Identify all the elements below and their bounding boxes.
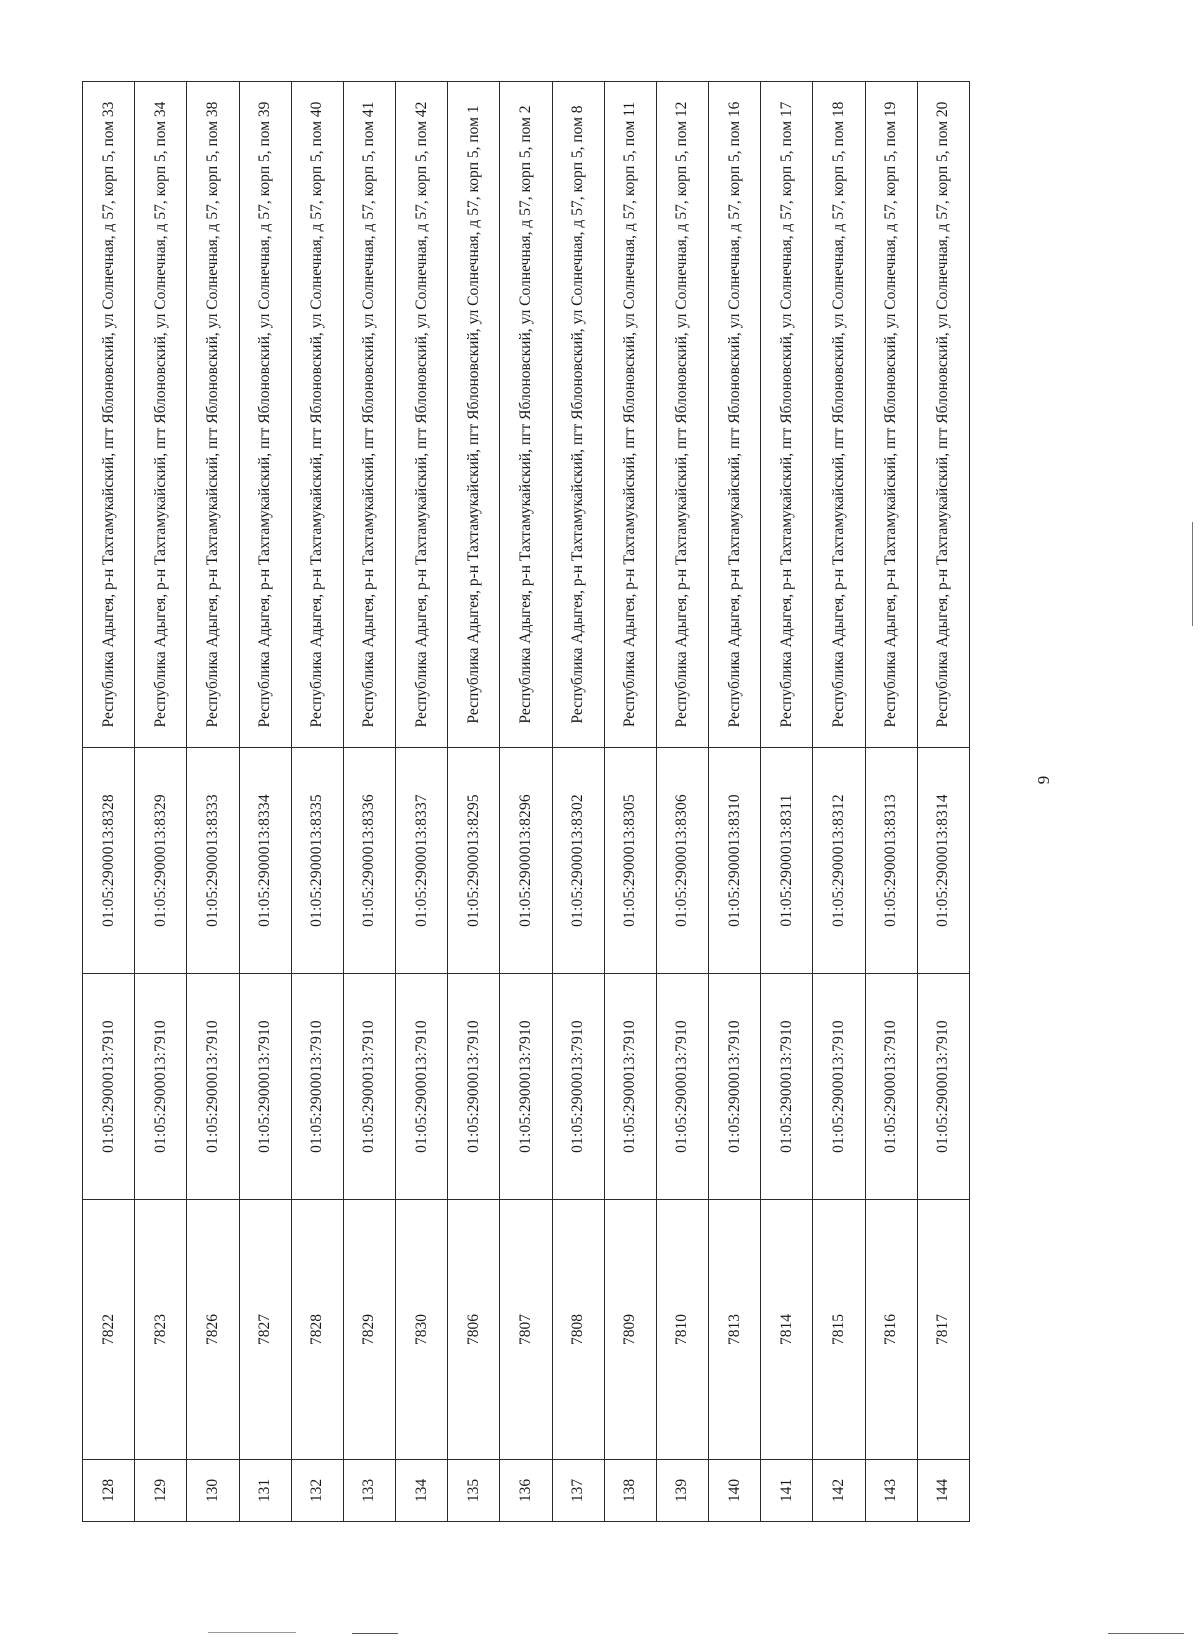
address-cell: Республика Адыгея, р-н Тахтамукайский, пгт Яблоновский, ул Солнечная, д 57, корп 5, пом 8 xyxy=(552,82,604,748)
table-row xyxy=(500,82,552,1522)
address-cell: Республика Адыгея, р-н Тахтамукайский, пгт Яблоновский, ул Солнечная, д 57, корп 5, пом 16 xyxy=(709,82,761,748)
address-cell: Республика Адыгея, р-н Тахтамукайский, пгт Яблоновский, ул Солнечная, д 57, корп 5, пом 18 xyxy=(813,82,865,748)
parent-cadastral-cell: 01:05:2900013:7910 xyxy=(813,974,865,1200)
cadastral-number-cell: 01:05:2900013:8329 xyxy=(135,748,187,974)
object-id-cell: 7817 xyxy=(917,1200,969,1460)
row-number-cell: 130 xyxy=(187,1460,239,1522)
table-row xyxy=(813,82,865,1522)
address-cell: Республика Адыгея, р-н Тахтамукайский, пгт Яблоновский, ул Солнечная, д 57, корп 5, пом 17 xyxy=(761,82,813,748)
address-cell: Республика Адыгея, р-н Тахтамукайский, пгт Яблоновский, ул Солнечная, д 57, корп 5, пом 40 xyxy=(291,82,343,748)
object-id-cell: 7809 xyxy=(604,1200,656,1460)
cadastral-number-cell: 01:05:2900013:8310 xyxy=(709,748,761,974)
address-cell: Республика Адыгея, р-н Тахтамукайский, пгт Яблоновский, ул Солнечная, д 57, корп 5, пом 1 xyxy=(448,82,500,748)
row-number-cell: 139 xyxy=(656,1460,708,1522)
rotated-page-content xyxy=(82,82,970,1522)
address-cell: Республика Адыгея, р-н Тахтамукайский, пгт Яблоновский, ул Солнечная, д 57, корп 5, пом 34 xyxy=(135,82,187,748)
row-number-cell: 131 xyxy=(239,1460,291,1522)
cadastral-number-cell: 01:05:2900013:8311 xyxy=(761,748,813,974)
cadastral-number-cell: 01:05:2900013:8312 xyxy=(813,748,865,974)
parent-cadastral-cell: 01:05:2900013:7910 xyxy=(552,974,604,1200)
row-number-cell: 137 xyxy=(552,1460,604,1522)
row-number-cell: 138 xyxy=(604,1460,656,1522)
address-cell: Республика Адыгея, р-н Тахтамукайский, пгт Яблоновский, ул Солнечная, д 57, корп 5, пом 41 xyxy=(343,82,395,748)
scan-mark xyxy=(208,1632,296,1633)
object-id-cell: 7807 xyxy=(500,1200,552,1460)
row-number-cell: 133 xyxy=(343,1460,395,1522)
address-cell: Республика Адыгея, р-н Тахтамукайский, пгт Яблоновский, ул Солнечная, д 57, корп 5, пом 38 xyxy=(187,82,239,748)
row-number-cell: 143 xyxy=(865,1460,917,1522)
row-number-cell: 141 xyxy=(761,1460,813,1522)
table-row xyxy=(448,82,500,1522)
table-row xyxy=(187,82,239,1522)
table-row xyxy=(83,82,135,1522)
table-row xyxy=(709,82,761,1522)
table-row xyxy=(761,82,813,1522)
object-id-cell: 7810 xyxy=(656,1200,708,1460)
cadastral-number-cell: 01:05:2900013:8334 xyxy=(239,748,291,974)
cadastral-number-cell: 01:05:2900013:8313 xyxy=(865,748,917,974)
object-id-cell: 7806 xyxy=(448,1200,500,1460)
table-row xyxy=(865,82,917,1522)
table-row xyxy=(135,82,187,1522)
parent-cadastral-cell: 01:05:2900013:7910 xyxy=(604,974,656,1200)
object-id-cell: 7816 xyxy=(865,1200,917,1460)
parent-cadastral-cell: 01:05:2900013:7910 xyxy=(448,974,500,1200)
cadastral-number-cell: 01:05:2900013:8336 xyxy=(343,748,395,974)
parent-cadastral-cell: 01:05:2900013:7910 xyxy=(83,974,135,1200)
address-cell: Республика Адыгея, р-н Тахтамукайский, пгт Яблоновский, ул Солнечная, д 57, корп 5, пом 33 xyxy=(83,82,135,748)
scan-mark xyxy=(1108,1633,1184,1634)
row-number-cell: 136 xyxy=(500,1460,552,1522)
address-cell: Республика Адыгея, р-н Тахтамукайский, пгт Яблоновский, ул Солнечная, д 57, корп 5, пом 20 xyxy=(917,82,969,748)
parent-cadastral-cell: 01:05:2900013:7910 xyxy=(135,974,187,1200)
cadastral-number-cell: 01:05:2900013:8314 xyxy=(917,748,969,974)
row-number-cell: 142 xyxy=(813,1460,865,1522)
cadastral-number-cell: 01:05:2900013:8306 xyxy=(656,748,708,974)
object-id-cell: 7828 xyxy=(291,1200,343,1460)
table-row xyxy=(239,82,291,1522)
parent-cadastral-cell: 01:05:2900013:7910 xyxy=(500,974,552,1200)
object-id-cell: 7827 xyxy=(239,1200,291,1460)
object-id-cell: 7813 xyxy=(709,1200,761,1460)
parent-cadastral-cell: 01:05:2900013:7910 xyxy=(865,974,917,1200)
parent-cadastral-cell: 01:05:2900013:7910 xyxy=(396,974,448,1200)
parent-cadastral-cell: 01:05:2900013:7910 xyxy=(239,974,291,1200)
row-number-cell: 129 xyxy=(135,1460,187,1522)
cadastral-number-cell: 01:05:2900013:8302 xyxy=(552,748,604,974)
row-number-cell: 132 xyxy=(291,1460,343,1522)
scan-mark xyxy=(1192,522,1193,626)
table-row xyxy=(343,82,395,1522)
page-number: 9 xyxy=(1034,775,1053,785)
cadastral-number-cell: 01:05:2900013:8337 xyxy=(396,748,448,974)
parent-cadastral-cell: 01:05:2900013:7910 xyxy=(343,974,395,1200)
address-cell: Республика Адыгея, р-н Тахтамукайский, пгт Яблоновский, ул Солнечная, д 57, корп 5, пом 12 xyxy=(656,82,708,748)
parent-cadastral-cell: 01:05:2900013:7910 xyxy=(761,974,813,1200)
table-row xyxy=(604,82,656,1522)
table-row xyxy=(656,82,708,1522)
address-cell: Республика Адыгея, р-н Тахтамукайский, пгт Яблоновский, ул Солнечная, д 57, корп 5, пом 19 xyxy=(865,82,917,748)
cadastral-number-cell: 01:05:2900013:8333 xyxy=(187,748,239,974)
parent-cadastral-cell: 01:05:2900013:7910 xyxy=(917,974,969,1200)
object-id-cell: 7829 xyxy=(343,1200,395,1460)
cadastral-number-cell: 01:05:2900013:8296 xyxy=(500,748,552,974)
table-row xyxy=(396,82,448,1522)
address-cell: Республика Адыгея, р-н Тахтамукайский, пгт Яблоновский, ул Солнечная, д 57, корп 5, пом 2 xyxy=(500,82,552,748)
object-id-cell: 7823 xyxy=(135,1200,187,1460)
address-cell: Республика Адыгея, р-н Тахтамукайский, пгт Яблоновский, ул Солнечная, д 57, корп 5, пом 11 xyxy=(604,82,656,748)
address-cell: Республика Адыгея, р-н Тахтамукайский, пгт Яблоновский, ул Солнечная, д 57, корп 5, пом 42 xyxy=(396,82,448,748)
row-number-cell: 135 xyxy=(448,1460,500,1522)
cadastral-number-cell: 01:05:2900013:8295 xyxy=(448,748,500,974)
table-row xyxy=(917,82,969,1522)
row-number-cell: 140 xyxy=(709,1460,761,1522)
table-row xyxy=(552,82,604,1522)
address-cell: Республика Адыгея, р-н Тахтамукайский, пгт Яблоновский, ул Солнечная, д 57, корп 5, пом 39 xyxy=(239,82,291,748)
parent-cadastral-cell: 01:05:2900013:7910 xyxy=(709,974,761,1200)
object-id-cell: 7826 xyxy=(187,1200,239,1460)
cadastral-number-cell: 01:05:2900013:8305 xyxy=(604,748,656,974)
object-id-cell: 7830 xyxy=(396,1200,448,1460)
parent-cadastral-cell: 01:05:2900013:7910 xyxy=(291,974,343,1200)
parent-cadastral-cell: 01:05:2900013:7910 xyxy=(187,974,239,1200)
row-number-cell: 128 xyxy=(83,1460,135,1522)
table-row xyxy=(291,82,343,1522)
row-number-cell: 134 xyxy=(396,1460,448,1522)
row-number-cell: 144 xyxy=(917,1460,969,1522)
property-table xyxy=(82,81,970,1522)
object-id-cell: 7822 xyxy=(83,1200,135,1460)
object-id-cell: 7808 xyxy=(552,1200,604,1460)
cadastral-number-cell: 01:05:2900013:8328 xyxy=(83,748,135,974)
scan-mark xyxy=(352,1633,398,1634)
parent-cadastral-cell: 01:05:2900013:7910 xyxy=(656,974,708,1200)
cadastral-number-cell: 01:05:2900013:8335 xyxy=(291,748,343,974)
object-id-cell: 7814 xyxy=(761,1200,813,1460)
object-id-cell: 7815 xyxy=(813,1200,865,1460)
